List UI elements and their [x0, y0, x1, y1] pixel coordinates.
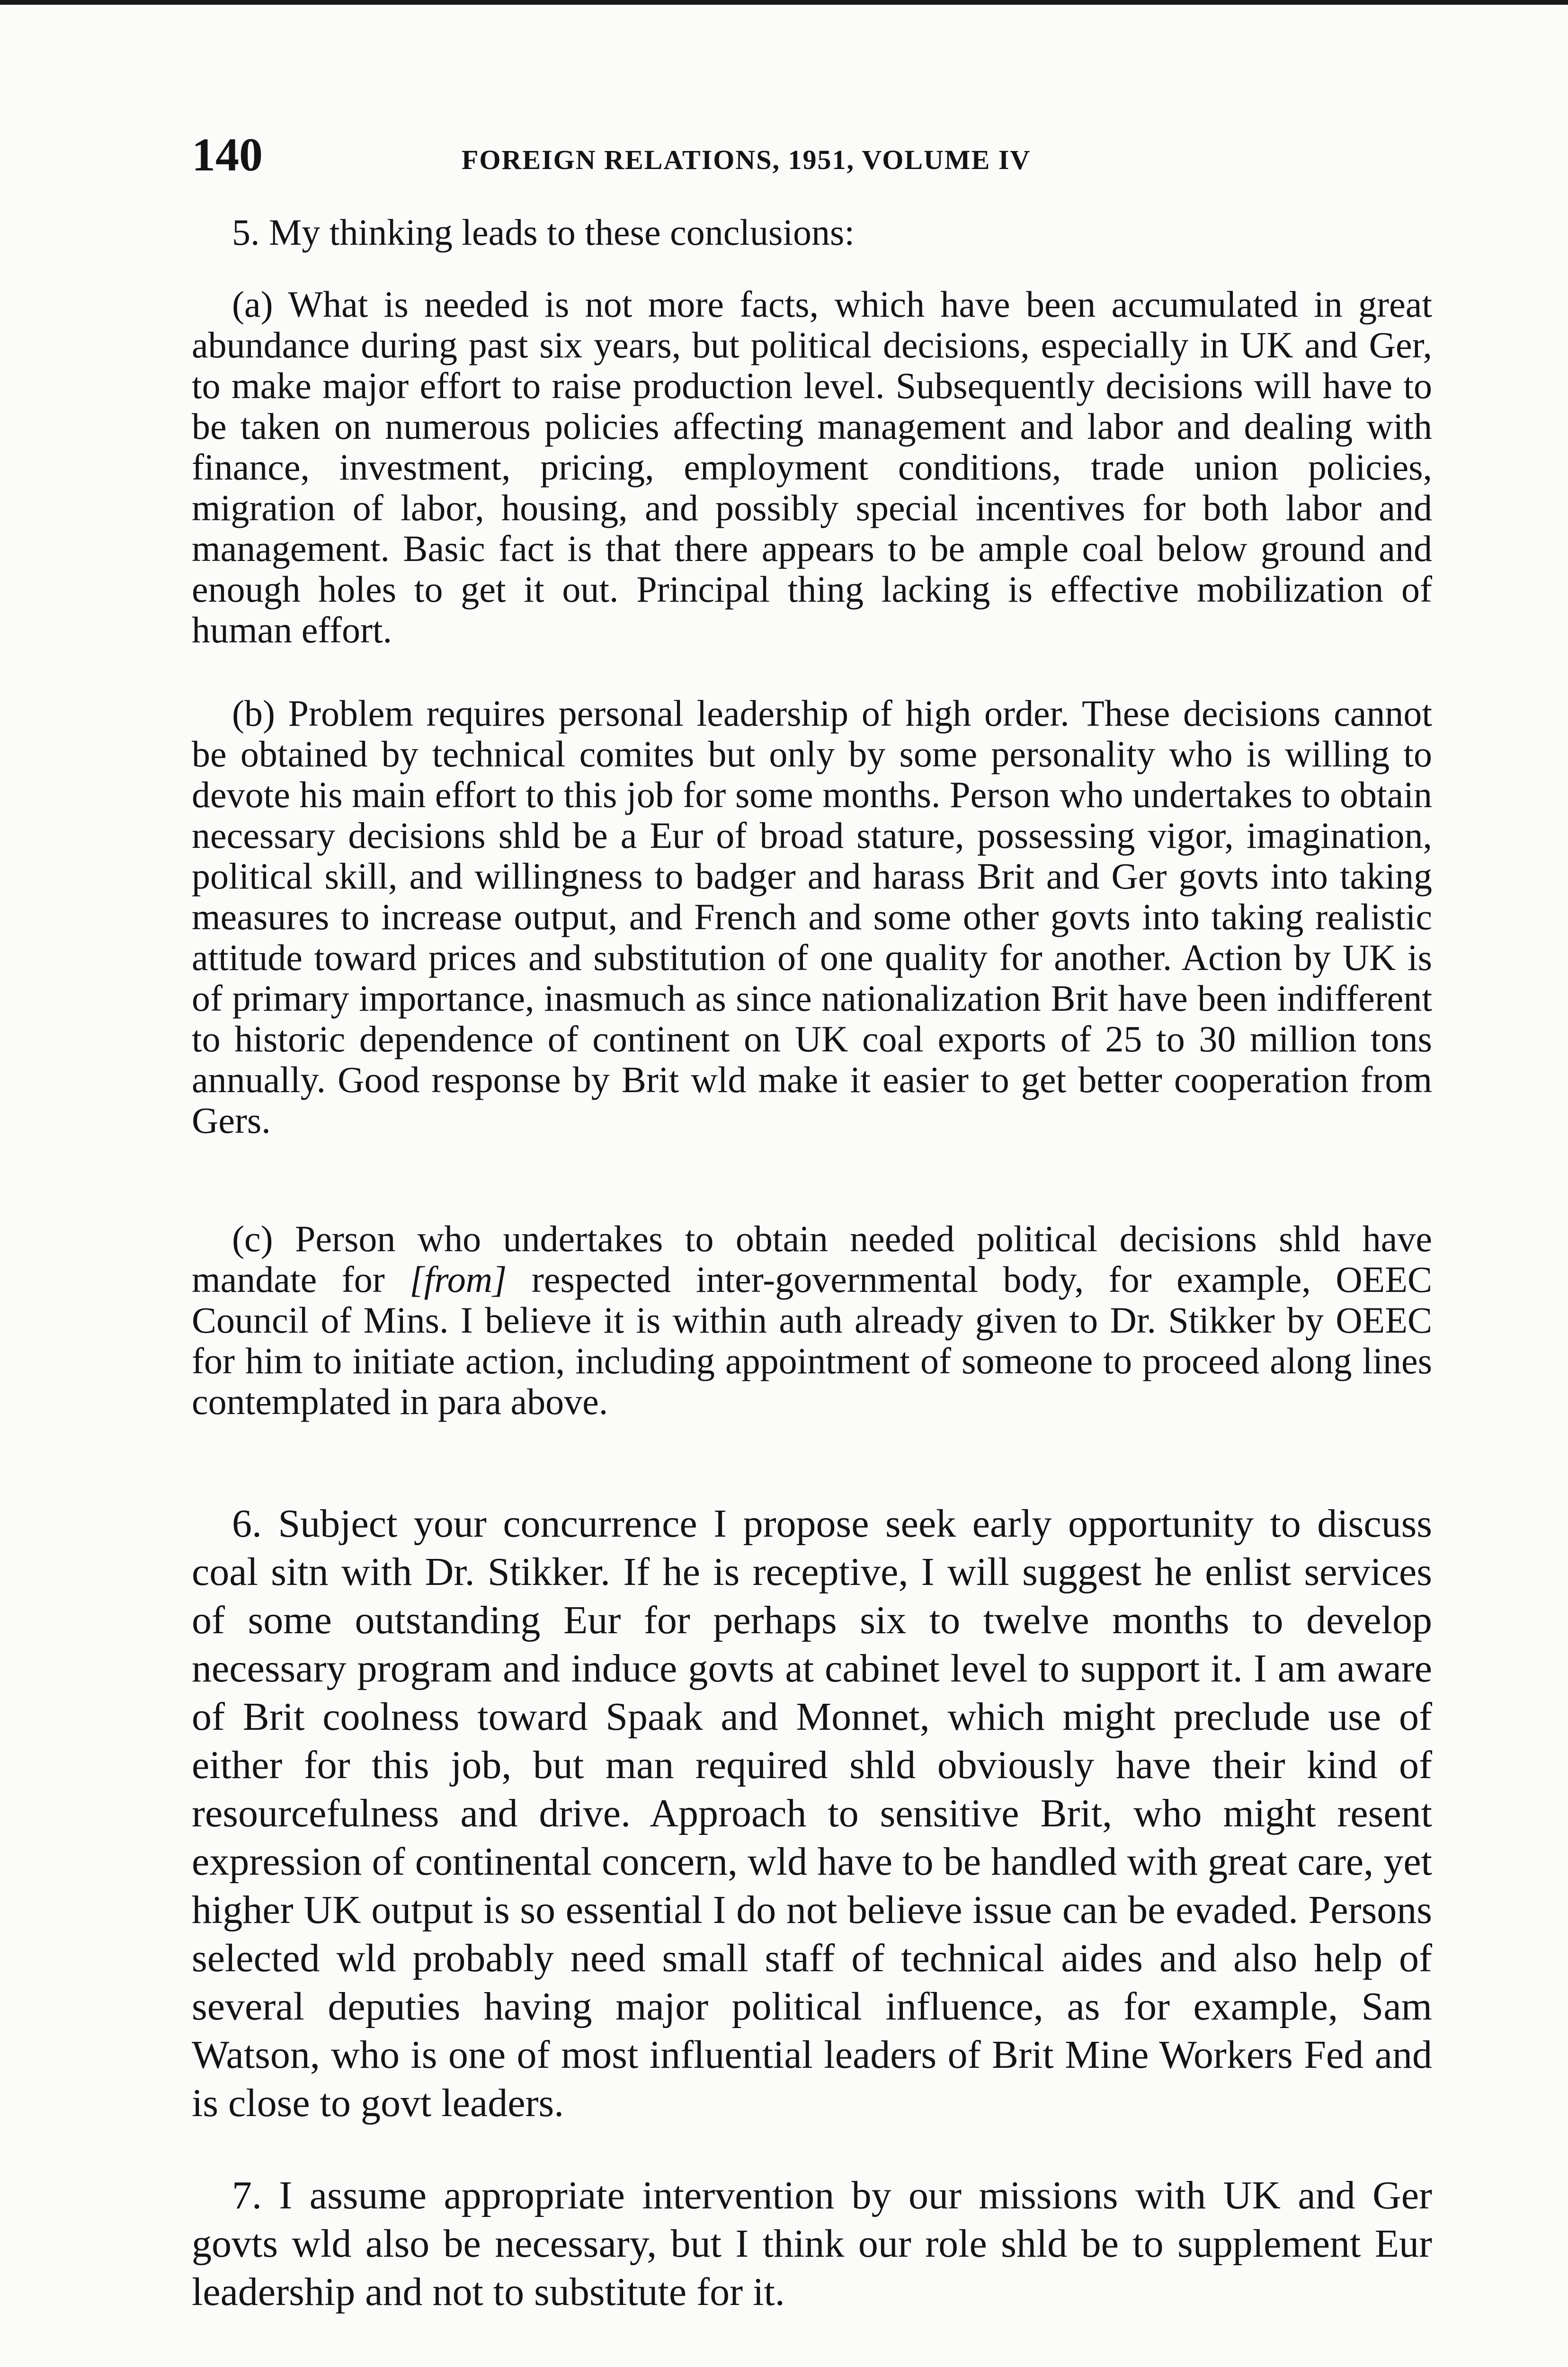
paragraph-6 [192, 1500, 1432, 2127]
editorial-insertion: [from] [410, 1259, 507, 1300]
paragraph-c-lead: (c) Person who undertakes to obtain needed political decisions shld have mandate for [192, 1218, 1432, 1300]
paragraph-c-rest: respected inter-governmental body, for example, OEEC Council of Mins. I believe it is within auth already given to Dr. Stikker by OEEC for him to initiate action, including appointment of someone to proceed along lines contemplated in para above. [192, 1259, 1432, 1422]
paragraph-b [192, 693, 1432, 1141]
intro-line: 5. My thinking leads to these conclusions: [232, 212, 855, 253]
running-head: FOREIGN RELATIONS, 1951, VOLUME IV [462, 144, 1031, 175]
top-edge-rule [0, 0, 1568, 5]
paragraph-a-text: (a) What is needed is not more facts, which have been accumulated in great abundance during past six years, but political decisions, especially in UK and Ger, to make major effort to raise production level. Subsequently decisions will have to be taken on numerous policies affecting management and labor and dealing with finance, investment, pricing, employment conditions, trade union policies, migration of labor, housing, and possibly special incentives for both labor and management. Basic fact is that there appears to be ample coal below ground and enough holes to get it out. Principal thing lacking is effective mobilization of human effort. [192, 284, 1432, 650]
page-number: 140 [192, 128, 263, 181]
paragraph-a [192, 284, 1432, 650]
paragraph-7 [192, 2171, 1432, 2316]
paragraph-b-text: (b) Problem requires personal leadership of high order. These decisions cannot be obtained by technical comites but only by some personality who is willing to devote his main effort to this job for some months. Person who undertakes to obtain necessary decisions shld be a Eur of broad stature, possessing vigor, imagination, political skill, and willingness to badger and harass Brit and Ger govts into taking measures to increase output, and French and some other govts into taking realistic attitude toward prices and substitution of one quality for another. Action by UK is of primary importance, inasmuch as since nationalization Brit have been indifferent to historic dependence of continent on UK coal exports of 25 to 30 million tons annually. Good response by Brit wld make it easier to get better cooperation from Gers. [192, 693, 1432, 1141]
paragraph-7-text: 7. I assume appropriate intervention by our missions with UK and Ger govts wld also be necessary, but I think our role shld be to supplement Eur leadership and not to substitute for it. [192, 2173, 1432, 2314]
paragraph-c-text [192, 1219, 1432, 1422]
paragraph-6-text: 6. Subject your concurrence I propose seek early opportunity to discuss coal sitn with Dr. Stikker. If he is receptive, I will suggest he enlist services of some outstanding Eur for perhaps six to twelve months to develop necessary program and induce govts at cabinet level to support it. I am aware of Brit coolness toward Spaak and Monnet, which might preclude use of either for this job, but man required shld obviously have their kind of resourcefulness and drive. Approach to sensitive Brit, who might resent expression of continental concern, wld have to be handled with great care, yet higher UK output is so essential I do not believe issue can be evaded. Persons selected wld probably need small staff of technical aides and also help of several deputies having major political influence, as for example, Sam Watson, who is one of most influential leaders of Brit Mine Workers Fed and is close to govt leaders. [192, 1502, 1432, 2125]
paragraph-c [192, 1219, 1432, 1422]
page-header [192, 124, 1432, 186]
